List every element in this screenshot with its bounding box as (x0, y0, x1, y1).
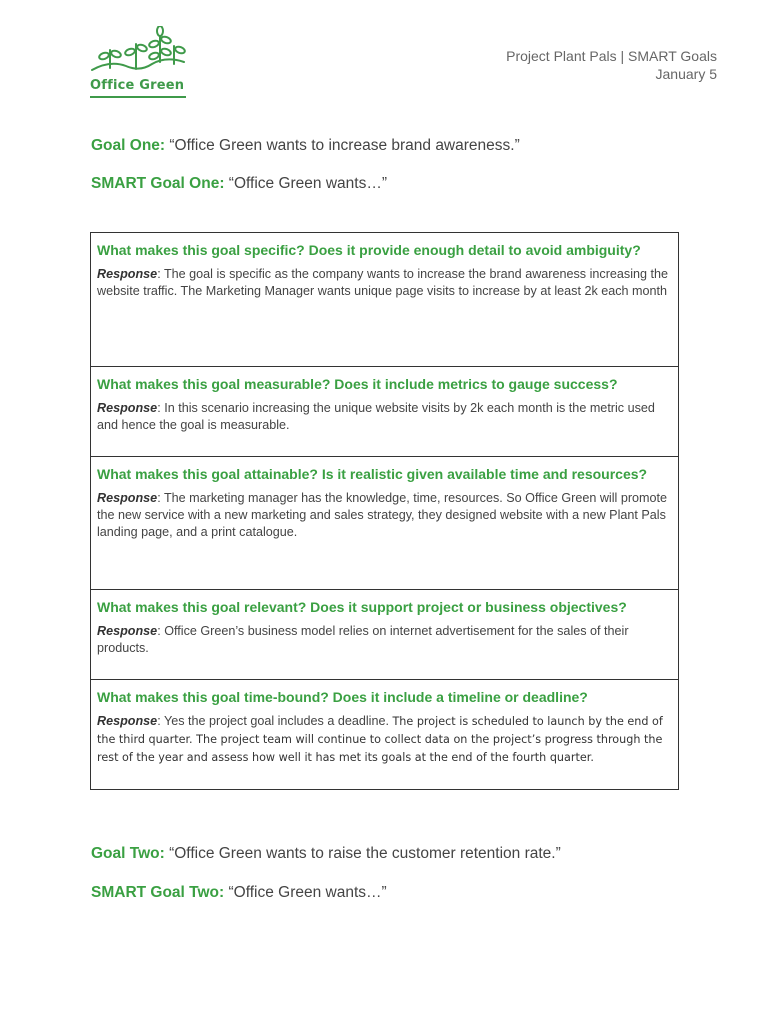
measurable-response (97, 400, 672, 434)
smart-criteria-table (90, 232, 679, 790)
relevant-response (97, 623, 672, 657)
measurable-question: What makes this goal measurable? Does it include metrics to gauge success? (97, 376, 618, 392)
smart-goal-two-text: “Office Green wants…” (224, 884, 387, 901)
response-text: : In this scenario increasing the unique website visits by 2k each month is the metric used and hence the goal is measurable. (97, 401, 655, 432)
specific-question: What makes this goal specific? Does it provide enough detail to avoid ambiguity? (97, 242, 641, 258)
relevant-question: What makes this goal relevant? Does it support project or business objectives? (97, 599, 627, 615)
attainable-response (97, 490, 672, 541)
attainable-row (91, 456, 678, 589)
time-bound-question: What makes this goal time-bound? Does it include a timeline or deadline? (97, 689, 588, 705)
specific-response (97, 266, 672, 300)
response-label: Response (97, 491, 158, 505)
smart-goal-one-text: “Office Green wants…” (224, 175, 387, 192)
goal-one-label: Goal One: (91, 137, 166, 154)
plant-sprouts-icon (90, 26, 190, 78)
smart-goal-two (91, 884, 387, 902)
smart-goal-one (91, 175, 387, 193)
document-title: Project Plant Pals | SMART Goals (506, 48, 717, 64)
response-label: Response (97, 267, 158, 281)
goal-two-text: “Office Green wants to raise the customer retention rate.” (164, 845, 561, 862)
logo-underline (90, 96, 186, 98)
document-header (506, 47, 717, 83)
goal-one-text: “Office Green wants to increase brand awareness.” (165, 137, 520, 154)
smart-goal-two-label: SMART Goal Two: (91, 884, 225, 901)
relevant-row (91, 589, 678, 679)
attainable-question: What makes this goal attainable? Is it realistic given available time and resources? (97, 466, 648, 482)
response-text: : Yes the project goal includes a deadline. (157, 714, 393, 728)
time-bound-response (97, 713, 672, 767)
response-text: : The marketing manager has the knowledge, time, resources. So Office Green will promote the new service with a new marketing and sales strategy, they designed website with a new Plant Pals landing page, and a print catalogue. (97, 491, 668, 539)
response-text: : The goal is specific as the company wants to increase the brand awareness increasing the website traffic. The Marketing Manager wants unique page visits to increase by at least 2k each month (97, 267, 669, 298)
goal-one (91, 137, 520, 155)
office-green-logo (90, 26, 190, 98)
document-date: January 5 (655, 66, 717, 82)
time-bound-row (91, 679, 678, 789)
response-text-continued: The project is scheduled to launch by the end of the third quarter. The project team will continue to collect data on the project’s progress through the rest of the year and assess how well it has met its goals at the end of the fourth quarter. (97, 715, 663, 764)
response-label: Response (97, 401, 158, 415)
specific-row (91, 233, 678, 366)
smart-goal-one-label: SMART Goal One: (91, 175, 225, 192)
response-label: Response (97, 714, 158, 728)
response-text: : Office Green’s business model relies on internet advertisement for the sales of their products. (97, 624, 629, 655)
goal-two (91, 845, 561, 863)
measurable-row (91, 366, 678, 456)
logo-text: Office Green (90, 78, 185, 93)
response-label: Response (97, 624, 158, 638)
goal-two-label: Goal Two: (91, 845, 165, 862)
